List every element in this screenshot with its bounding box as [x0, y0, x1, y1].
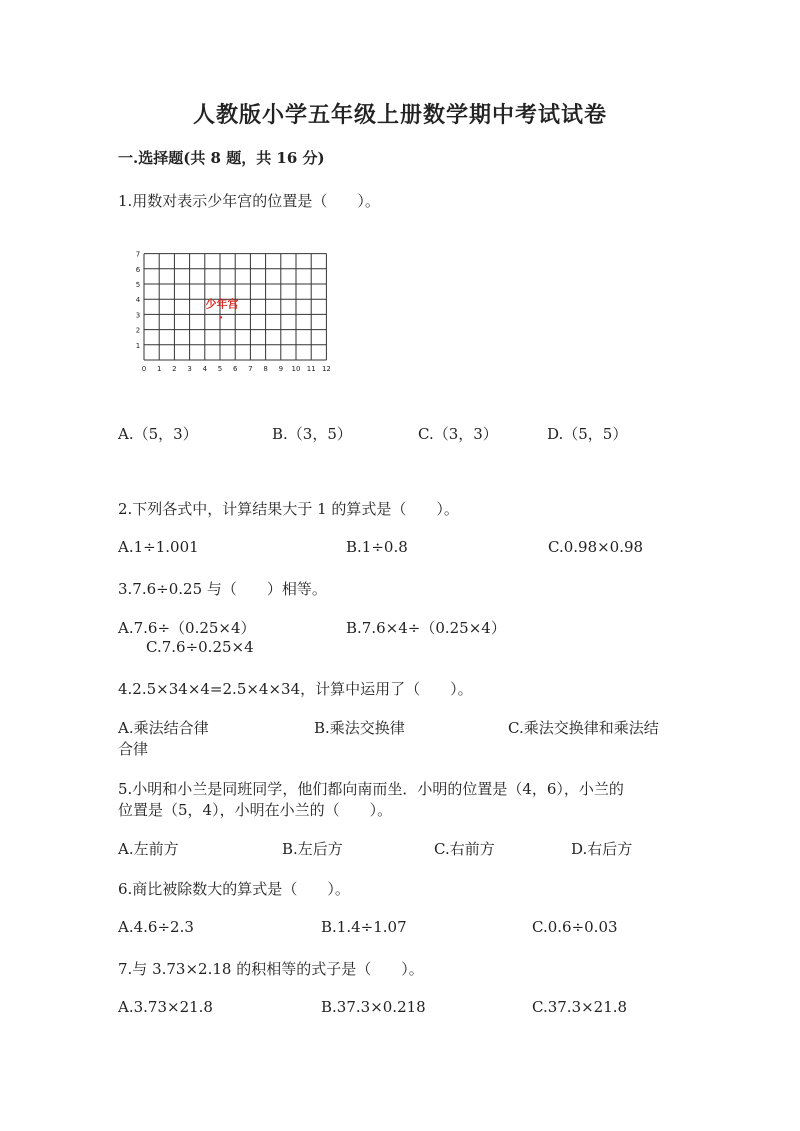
- x-tick-label: 6: [232, 365, 238, 373]
- question-1-option-c[interactable]: C.（3，3）: [418, 425, 498, 443]
- x-tick-label: 10: [291, 365, 301, 373]
- question-2-option-b[interactable]: B.1÷0.8: [346, 538, 408, 556]
- question-1-option-a[interactable]: A.（5，3）: [118, 425, 198, 443]
- x-tick-label: 0: [141, 365, 147, 373]
- x-tick-label: 8: [263, 365, 268, 373]
- question-2-option-a[interactable]: A.1÷1.001: [118, 538, 199, 556]
- y-tick-label: 1: [135, 341, 141, 350]
- question-3-option-a[interactable]: A.7.6÷（0.25×4）: [118, 619, 256, 637]
- y-tick-label: 6: [135, 265, 141, 274]
- question-4-option-c-continued[interactable]: 合律: [118, 740, 149, 758]
- question-1-stem: 1.用数对表示少年宫的位置是（ ）。: [118, 192, 380, 210]
- question-7-option-b[interactable]: B.37.3×0.218: [321, 998, 426, 1016]
- coordinate-grid: [118, 240, 348, 380]
- question-3-option-b[interactable]: B.7.6×4÷（0.25×4）: [346, 619, 506, 637]
- y-tick-label: 2: [135, 326, 141, 335]
- question-3-stem: 3.7.6÷0.25 与（ ）相等。: [118, 580, 327, 598]
- point-marker: [220, 316, 222, 318]
- question-7-stem: 7.与 3.73×2.18 的积相等的式子是（ ）。: [118, 960, 424, 978]
- question-1-option-b[interactable]: B.（3，5）: [272, 425, 352, 443]
- question-6-option-a[interactable]: A.4.6÷2.3: [118, 918, 194, 936]
- question-2-option-c[interactable]: C.0.98×0.98: [548, 538, 644, 556]
- x-tick-label: 11: [306, 365, 316, 373]
- question-3-option-c[interactable]: C.7.6÷0.25×4: [146, 638, 254, 656]
- x-tick-label: 5: [217, 365, 223, 373]
- x-tick-label: 1: [156, 365, 162, 373]
- point-label: 少年宫: [205, 297, 239, 311]
- question-4-stem: 4.2.5×34×4=2.5×4×34，计算中运用了（ ）。: [118, 680, 473, 698]
- question-4-option-a[interactable]: A.乘法结合律: [118, 719, 209, 737]
- question-7-option-a[interactable]: A.3.73×21.8: [118, 998, 213, 1016]
- question-7-option-c[interactable]: C.37.3×21.8: [532, 998, 628, 1016]
- question-5-option-d[interactable]: D.右后方: [571, 840, 633, 858]
- question-6-option-b[interactable]: B.1.4÷1.07: [321, 918, 407, 936]
- x-tick-label: 4: [202, 365, 208, 373]
- x-tick-label: 3: [187, 365, 192, 373]
- coordinate-grid-figure: [118, 240, 348, 380]
- y-tick-label: 7: [135, 250, 141, 259]
- question-6-option-c[interactable]: C.0.6÷0.03: [532, 918, 618, 936]
- question-5-option-c[interactable]: C.右前方: [434, 840, 495, 858]
- section-heading: 一.选择题(共 8 题，共 16 分): [118, 149, 325, 167]
- x-tick-label: 7: [248, 365, 253, 373]
- question-1-option-d[interactable]: D.（5，5）: [547, 425, 628, 443]
- x-tick-label: 9: [278, 365, 284, 373]
- y-tick-label: 4: [135, 296, 141, 305]
- y-tick-label: 3: [135, 311, 141, 320]
- question-5-stem-line2: 位置是（5，4），小明在小兰的（ ）。: [118, 801, 393, 819]
- question-4-option-c[interactable]: C.乘法交换律和乘法结: [508, 719, 659, 737]
- x-tick-label: 2: [172, 365, 177, 373]
- y-tick-label: 5: [135, 281, 141, 289]
- question-5-stem: 5.小明和小兰是同班同学，他们都向南而坐．小明的位置是（4，6），小兰的: [118, 780, 624, 798]
- question-6-stem: 6.商比被除数大的算式是（ ）。: [118, 880, 350, 898]
- x-tick-label: 12: [321, 365, 331, 373]
- question-4-option-b[interactable]: B.乘法交换律: [314, 719, 405, 737]
- question-5-option-b[interactable]: B.左后方: [282, 840, 343, 858]
- question-2-stem: 2.下列各式中，计算结果大于 1 的算式是（ ）。: [118, 500, 459, 518]
- question-5-option-a[interactable]: A.左前方: [118, 840, 179, 858]
- page-title: 人教版小学五年级上册数学期中考试试卷: [192, 102, 607, 128]
